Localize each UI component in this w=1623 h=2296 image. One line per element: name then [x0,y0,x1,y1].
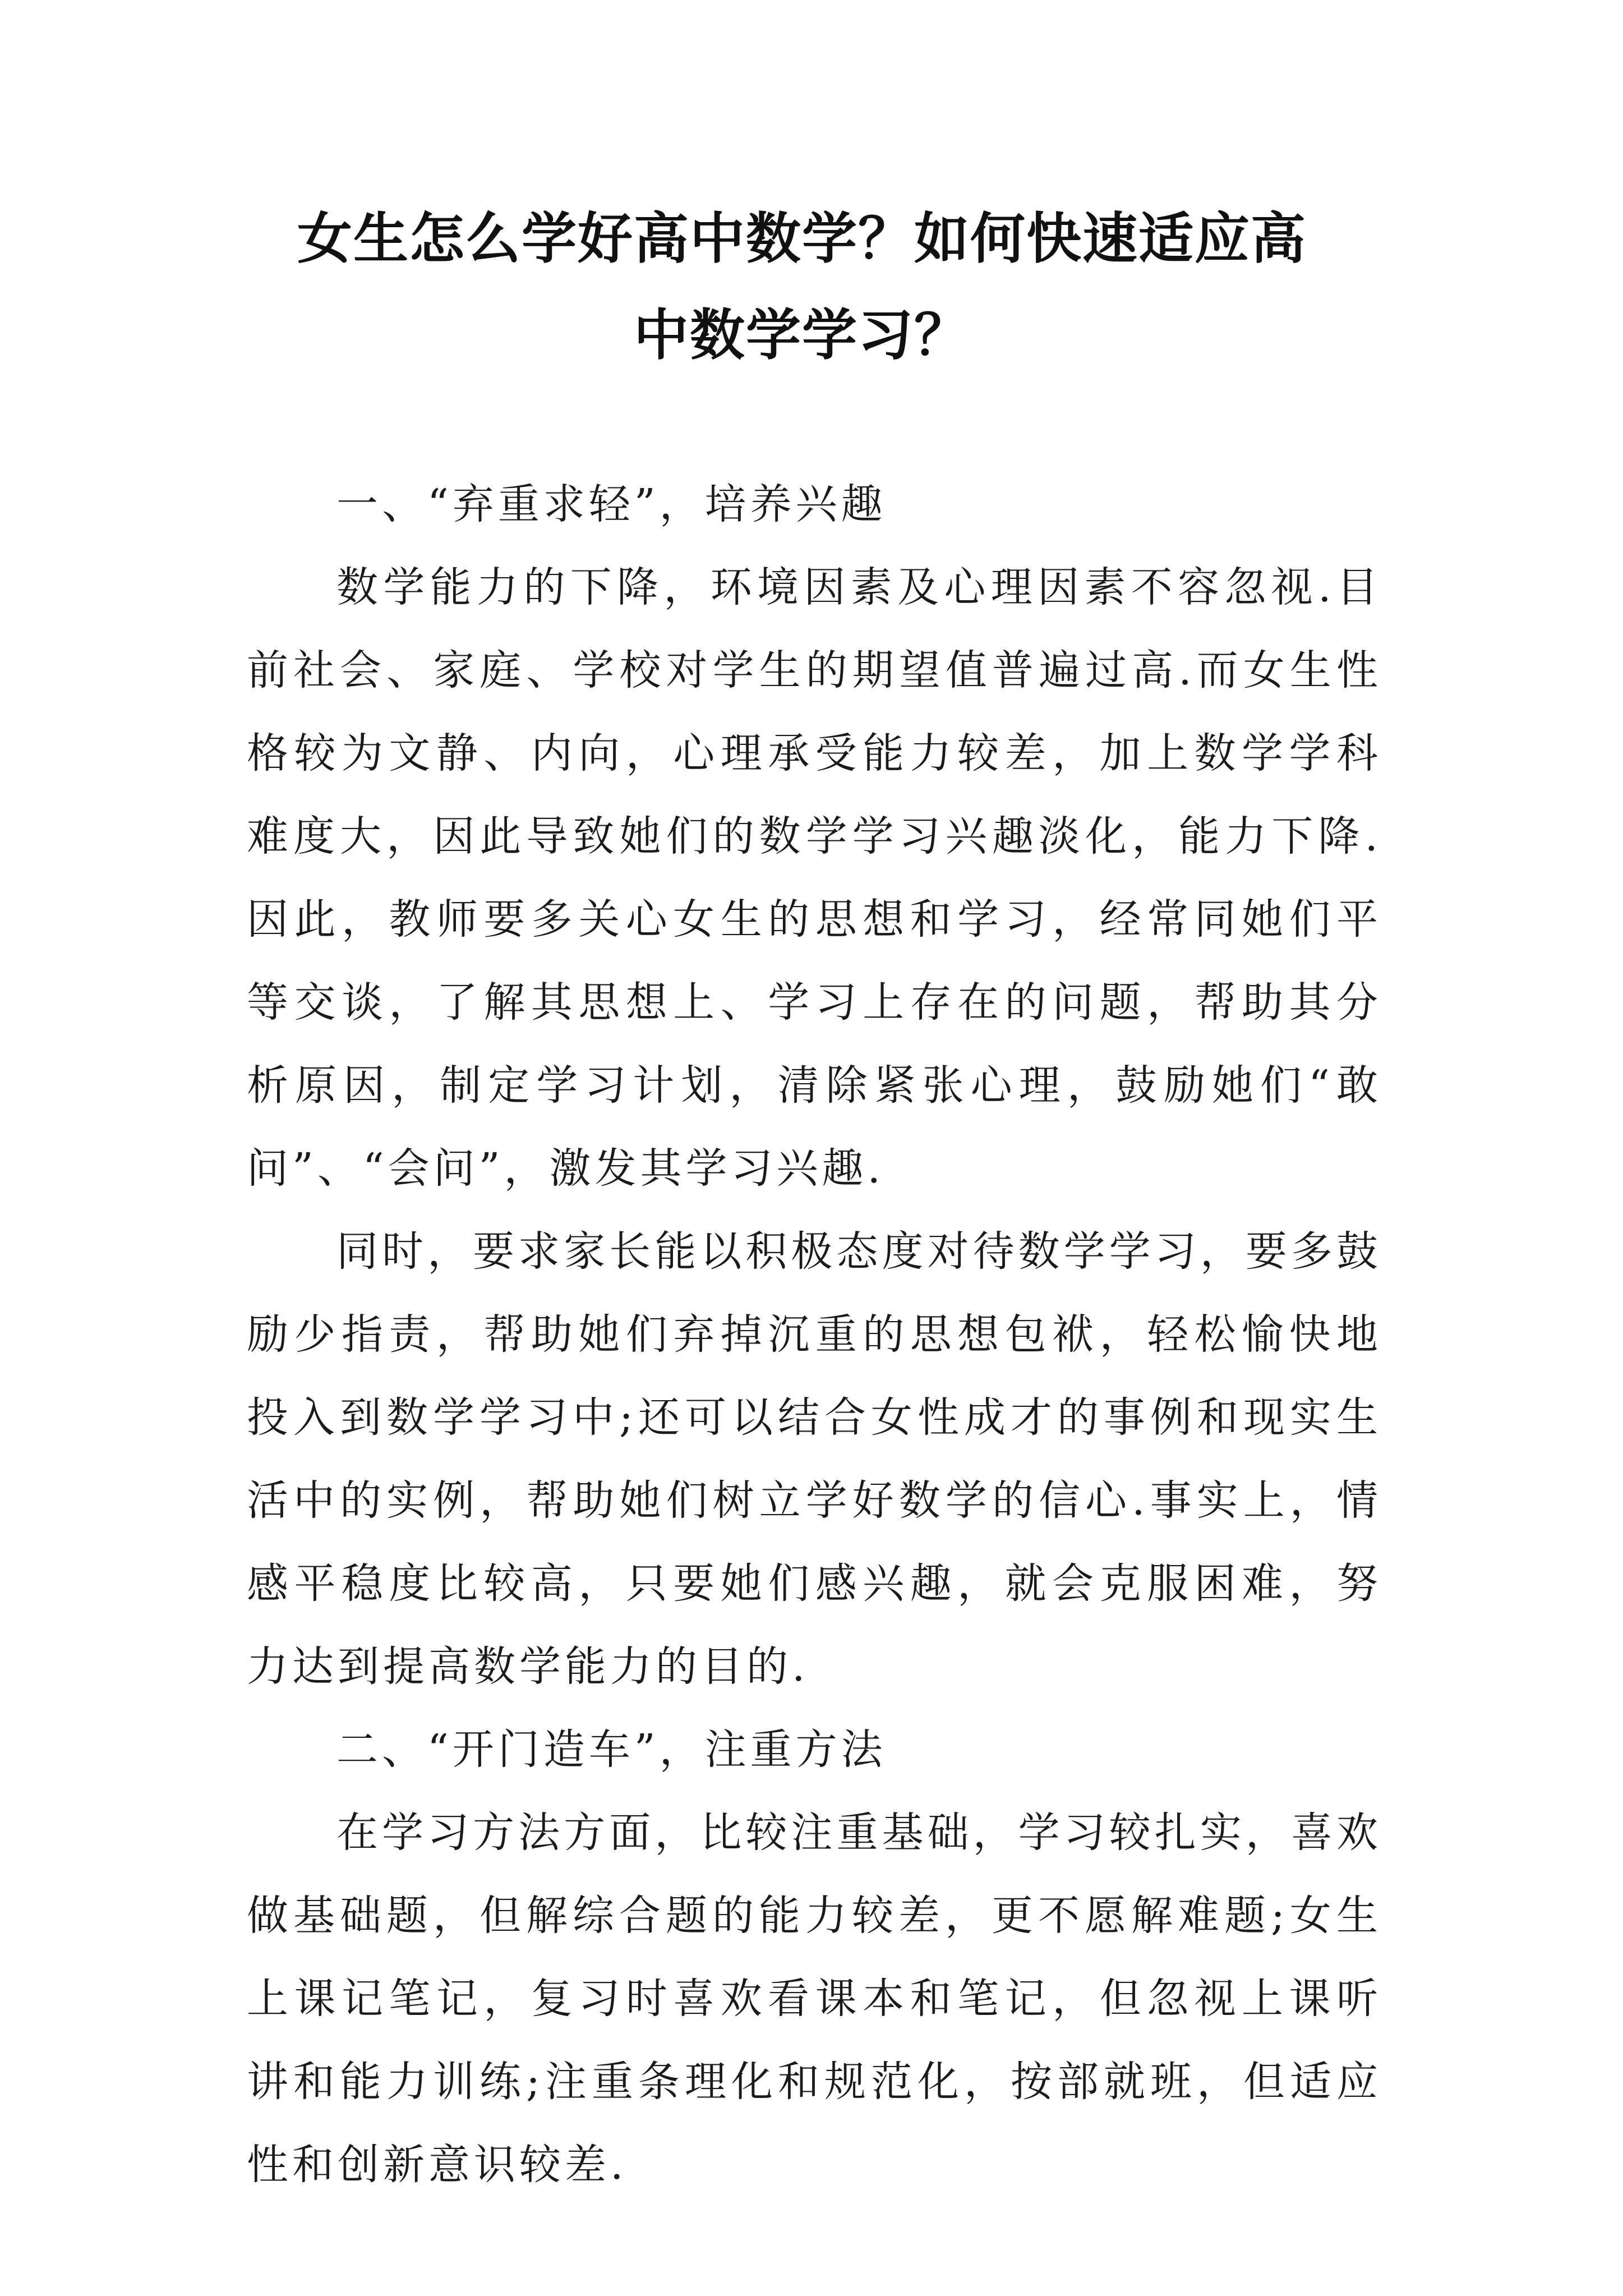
title-line-1: 女生怎么学好高中数学？如何快速适应高 [297,207,1307,271]
section-2-paragraph-1: 在学习方法方面，比较注重基础，学习较扎实，喜欢做基础题，但解综合题的能力较差，更不愿解难题;女生上课记笔记，复习时喜欢看课本和笔记，但忽视上课听讲和能力训练;注重条理化和规范化，按部就班，但适应性和创新意识较差. [247,1809,1382,2189]
section-2-heading: 二、“开门造车”，注重方法 [336,1726,887,1774]
document-title [213,191,1391,384]
section-1-paragraph-2: 同时，要求家长能以积极态度对待数学学习，要多鼓励少指责，帮助她们弃掉沉重的思想包袱，轻松愉快地投入到数学学习中;还可以结合女性成才的事例和现实生活中的实例，帮助她们树立学好数学的信心.事实上，情感平稳度比较高，只要她们感兴趣，就会克服困难，努力达到提高数学能力的目的. [247,1227,1382,1691]
document-body [247,463,1382,2206]
section-1-paragraph-1: 数学能力的下降，环境因素及心理因素不容忽视.目前社会、家庭、学校对学生的期望值普遍过高.而女生性格较为文静、内向，心理承受能力较差，加上数学学科难度大，因此导致她们的数学学习兴趣淡化，能力下降.因此，教师要多关心女生的思想和学习，经常同她们平等交谈，了解其思想上、学习上存在的问题，帮助其分析原因，制定学习计划，清除紧张心理，鼓励她们“敢问”、“会问”，激发其学习兴趣. [247,563,1382,1193]
title-line-2: 中数学学习？ [633,303,970,367]
section-1-heading: 一、“弃重求轻”，培养兴趣 [336,480,887,528]
